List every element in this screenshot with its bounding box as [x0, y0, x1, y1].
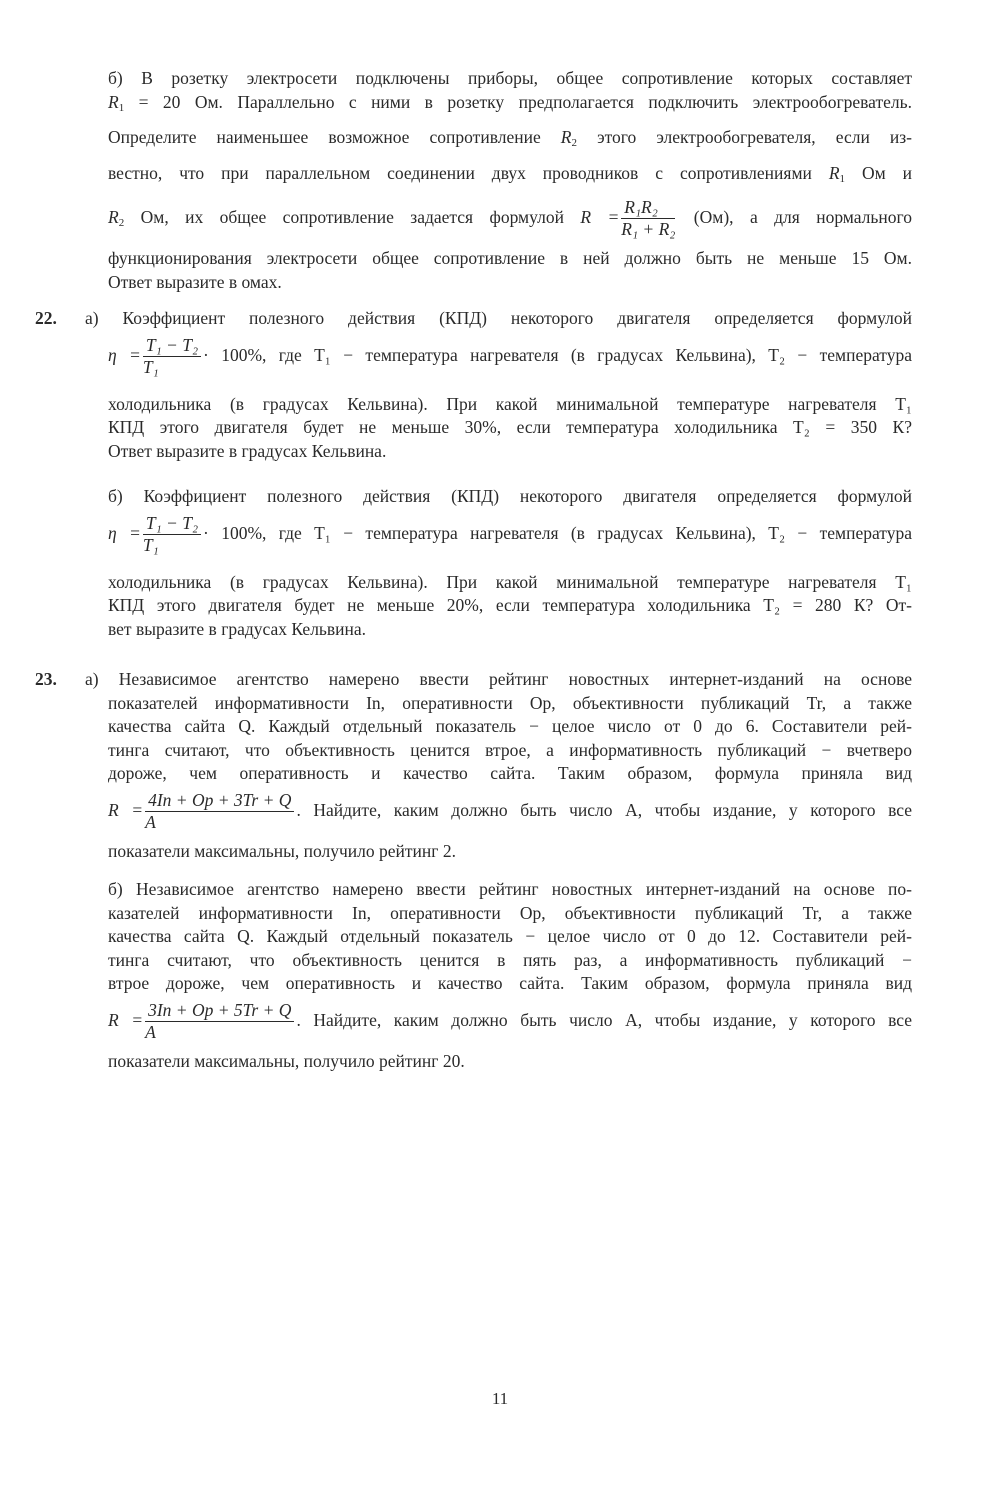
fraction	[143, 335, 201, 378]
fraction	[145, 1000, 294, 1043]
formula-line	[108, 996, 912, 1044]
formula-lhs: R =	[108, 799, 144, 820]
fraction-denominator: A	[145, 811, 156, 832]
subscript: 2	[571, 137, 577, 149]
fraction-numerator: T₁ − T₂	[143, 335, 201, 357]
text-line: казателей информативности In, оперативности Op, объективности публикаций Tr, а также	[108, 902, 912, 923]
fraction-numerator: 3In + Op + 5Tr + Q	[145, 1000, 294, 1022]
text-line: показатели максимальны, получило рейтинг 2.	[108, 840, 456, 861]
text-fragment: Ом и	[845, 162, 913, 183]
text-line: а) Коэффициент полезного действия (КПД) некоторого двигателя определяется формулой	[85, 308, 912, 328]
formula-lhs: η =	[108, 522, 141, 543]
text-line	[108, 91, 912, 121]
text-fragment: . Найдите, каким должно быть число A, чтобы издание, у которого все	[296, 1009, 913, 1030]
text-line: функционирования электросети общее сопротивление в ней должно быть не меньше 15 Ом.	[108, 248, 912, 268]
fraction-numerator: T₁ − T₂	[143, 513, 201, 535]
text-line: КПД этого двигателя будет не меньше 20%, если температура холодильника T₂ = 280 К? От-	[108, 595, 912, 615]
text-line: показателей информативности In, оперативности Op, объективности публикаций Tr, а также	[108, 692, 912, 713]
var-r2: R	[560, 127, 572, 147]
text-line: б) Коэффициент полезного действия (КПД) некоторого двигателя определяется формулой	[108, 486, 912, 506]
text-line: Ответ выразите в омах.	[108, 271, 282, 292]
text-line: тинга считают, что объективность ценится втрое, а информативность публикаций − вчетверо	[108, 739, 912, 760]
text-line: тинга считают, что объективность ценится в пять раз, а информативность публикаций −	[108, 949, 912, 970]
formula-lhs: R =	[580, 207, 620, 227]
formula-lhs: η =	[108, 344, 141, 365]
text-line: б) Независимое агентство намерено ввести рейтинг новостных интернет-изданий на основе по-	[108, 879, 912, 899]
problem-number: 22.	[35, 308, 57, 328]
text-line: дороже, чем оперативность и качество сайта. Таким образом, формула приняла вид	[108, 763, 912, 783]
fraction-denominator: A	[145, 1021, 156, 1042]
text-fragment: вестно, что при параллельном соединении двух проводников с сопротивлениями	[108, 162, 829, 183]
var-r2: R	[108, 207, 119, 227]
text-fragment: Определите наименьшее возможное сопротивление	[108, 127, 561, 147]
formula-line	[85, 331, 912, 379]
text-line: показатели максимальны, получило рейтинг 20.	[108, 1050, 465, 1071]
text-fragment: . Найдите, каким должно быть число A, чтобы издание, у которого все	[296, 799, 913, 820]
text-fragment: (Ом), а для нормального	[677, 207, 912, 227]
fraction-denominator: R₁ + R₂	[621, 219, 676, 240]
problem-22b	[108, 485, 912, 641]
text-line: вет выразите в градусах Кельвина.	[108, 618, 367, 639]
var-r1: R	[108, 91, 119, 112]
text-line: холодильника (в градусах Кельвина). При какой минимальной температуре нагревателя T₁	[108, 571, 912, 592]
page-number: 11	[491, 1389, 509, 1408]
text-line: втрое дороже, чем оперативность и качество сайта. Таким образом, формула приняла вид	[108, 973, 912, 993]
fraction-denominator: T₁	[142, 356, 159, 377]
text-fragment: этого электрообогревателя, если из-	[577, 127, 912, 147]
subscript: 1	[118, 101, 125, 114]
formula-lhs: R =	[108, 1009, 144, 1030]
fraction-numerator: 4In + Op + 3Tr + Q	[145, 790, 294, 812]
problem-number: 23.	[35, 669, 57, 689]
subscript: 2	[118, 217, 125, 229]
text-fragment: = 20 Ом. Параллельно с ними в розетку предполагается подключить электрообогреватель.	[124, 91, 912, 112]
text-line: качества сайта Q. Каждый отдельный показатель − целое число от 0 до 6. Составители рей-	[108, 716, 912, 736]
problem-21b	[108, 67, 912, 294]
text-line	[108, 126, 912, 156]
var-r1: R	[828, 162, 840, 183]
fraction	[621, 197, 675, 240]
text-fragment: · 100%, где T₁ − температура нагревателя (в градусах Кельвина), T₂ − температура	[203, 522, 912, 543]
fraction	[145, 790, 294, 833]
problem-23a	[85, 668, 912, 863]
text-fragment: Ом, их общее сопротивление задается формулой	[124, 207, 581, 227]
fraction-numerator: R₁R₂	[621, 197, 675, 219]
formula-line	[108, 193, 912, 241]
text-line: холодильника (в градусах Кельвина). При какой минимальной температуре нагревателя T₁	[108, 393, 912, 414]
problem-22a	[85, 307, 912, 463]
text-fragment: · 100%, где T₁ − температура нагревателя (в градусах Кельвина), T₂ − температура	[203, 344, 912, 365]
problem-23b	[108, 878, 912, 1073]
fraction	[143, 513, 201, 556]
text-line: КПД этого двигателя будет не меньше 30%, если температура холодильника T₂ = 350 К?	[108, 417, 912, 437]
text-line: качества сайта Q. Каждый отдельный показатель − целое число от 0 до 12. Составители рей-	[108, 926, 912, 946]
formula-line	[85, 786, 912, 834]
text-line: а) Независимое агентство намерено ввести рейтинг новостных интернет-изданий на основе	[85, 669, 912, 689]
subscript: 1	[839, 172, 846, 185]
fraction-denominator: T₁	[142, 534, 159, 555]
formula-line	[108, 509, 912, 557]
text-line: б) В розетку электросети подключены приборы, общее сопротивление которых составляет	[108, 68, 912, 88]
text-line	[108, 162, 912, 192]
text-line: Ответ выразите в градусах Кельвина.	[108, 440, 387, 461]
